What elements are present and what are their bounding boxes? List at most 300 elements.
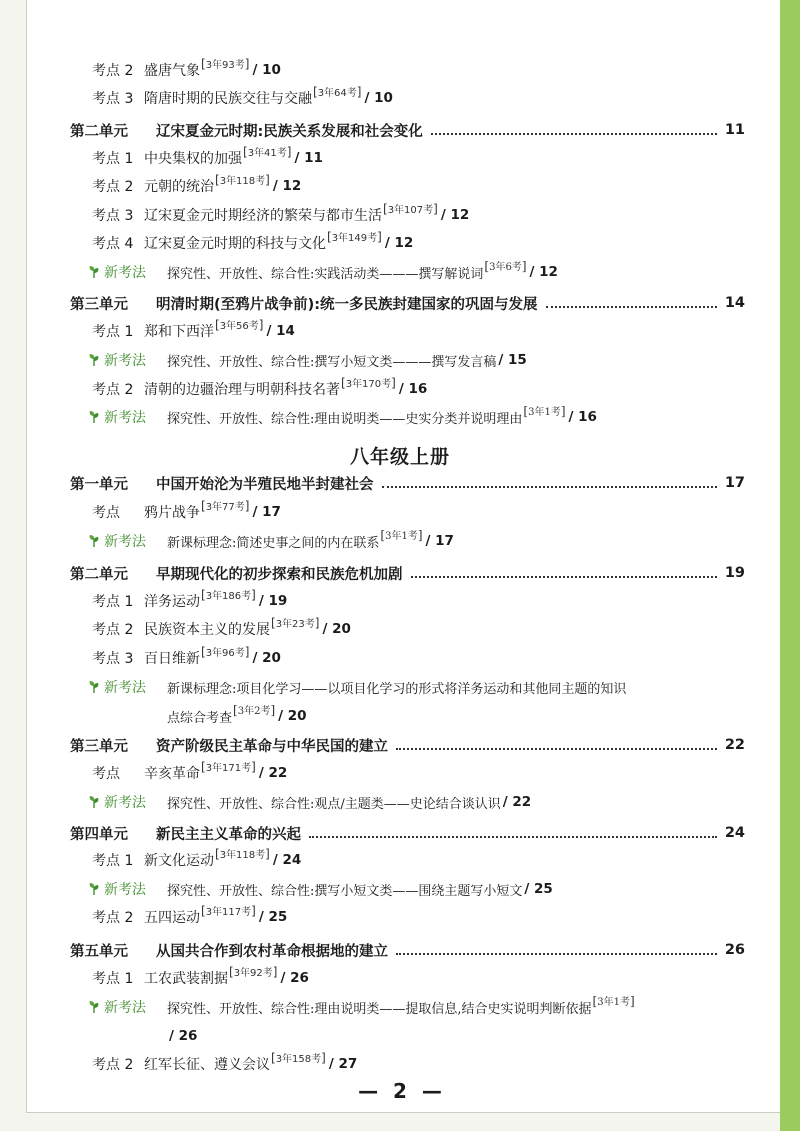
item-title-wrap — [144, 587, 288, 611]
grade-heading: 八年级上册 — [349, 446, 450, 468]
page-ref-number: 15 — [508, 352, 527, 368]
unit-title: 资产阶级民主革命与中华民国的建立 — [156, 738, 388, 755]
page-ref[interactable] — [252, 650, 280, 666]
leaf-icon — [88, 795, 100, 809]
new-method-label: 新考法 — [104, 882, 146, 898]
exam-count: 3年171考 — [205, 762, 252, 774]
page-ref-number: 26 — [178, 1028, 198, 1044]
item-label: 考点 3 — [92, 91, 134, 107]
page-ref[interactable] — [426, 533, 454, 549]
toc-item-row[interactable] — [0, 229, 800, 257]
toc-new-method-row[interactable] — [0, 527, 800, 555]
page-ref[interactable] — [273, 852, 301, 868]
new-method-text-wrap — [167, 527, 454, 551]
page-ref-number: 12 — [394, 235, 414, 251]
page-ref-number: 19 — [268, 593, 288, 609]
item-title-wrap — [144, 759, 288, 783]
slash: / — [169, 1028, 179, 1044]
new-method-text-wrap — [167, 793, 531, 812]
leaf-icon — [88, 1000, 100, 1014]
toc-unit-row[interactable] — [0, 116, 800, 144]
bracket-left: [ — [201, 644, 206, 659]
bracket-left: [ — [233, 702, 238, 717]
page-ref-number: 10 — [374, 90, 393, 106]
page-ref-number: 20 — [262, 650, 281, 666]
unit-title: 早期现代化的初步探索和民族危机加剧 — [156, 566, 403, 583]
exam-count: 3年56考 — [219, 320, 259, 332]
bracket-right: ] — [270, 702, 276, 717]
toc-item-row[interactable] — [0, 375, 800, 403]
new-method-label: 新考法 — [104, 353, 146, 369]
exam-count-tag — [523, 403, 565, 418]
bracket-left: [ — [592, 993, 598, 1008]
exam-count: 3年1考 — [385, 530, 418, 542]
slash: / — [258, 593, 269, 609]
leaf-icon — [88, 353, 100, 367]
bracket-right: ] — [265, 846, 270, 861]
page-ref-number: 20 — [332, 621, 351, 637]
slash: / — [258, 909, 269, 925]
item-title-wrap — [144, 846, 302, 870]
exam-count-tag — [215, 846, 270, 861]
bracket-left: [ — [201, 759, 206, 774]
page-ref-number: 12 — [450, 207, 470, 223]
item-title: 民族资本主义的发展 — [144, 622, 270, 638]
exam-count: 3年118考 — [219, 175, 266, 187]
item-label: 考点 4 — [92, 236, 134, 252]
toc-unit-row[interactable] — [0, 936, 800, 964]
exam-count-tag — [243, 144, 291, 159]
slash: / — [272, 178, 283, 194]
page-ref-number: 22 — [512, 794, 532, 810]
exam-count: 3年77考 — [205, 501, 245, 513]
slash: / — [524, 881, 535, 897]
item-title: 中央集权的加强 — [144, 151, 242, 167]
bracket-left: [ — [243, 144, 248, 159]
item-label: 考点 2 — [92, 910, 134, 926]
toc-unit-row[interactable] — [0, 819, 800, 847]
page-ref-number: 16 — [578, 409, 597, 425]
unit-page: 19 — [724, 565, 745, 581]
exam-count-tag — [380, 527, 422, 542]
item-title-wrap — [144, 615, 351, 639]
new-method-text: 探究性、开放性、综合性:理由说明类——提取信息,结合史实说明判断依据 — [167, 1001, 592, 1017]
unit-page: 26 — [724, 942, 745, 958]
bracket-right: ] — [377, 229, 382, 244]
item-label: 考点 — [92, 505, 120, 521]
dot-leader — [396, 748, 717, 750]
exam-count: 3年23考 — [275, 618, 315, 630]
item-title: 新文化运动 — [144, 853, 214, 869]
page-ref-number: 14 — [276, 323, 295, 339]
toc-item-row[interactable] — [0, 172, 800, 200]
bracket-right: ] — [521, 258, 527, 273]
page-ref[interactable] — [252, 504, 280, 520]
page-ref[interactable] — [252, 62, 280, 78]
toc-item-row[interactable] — [0, 644, 800, 672]
item-title: 洋务运动 — [144, 594, 200, 610]
bracket-right: ] — [244, 644, 250, 659]
slash: / — [364, 90, 375, 106]
item-label: 考点 2 — [92, 622, 134, 638]
slash: / — [328, 1056, 339, 1072]
bracket-right: ] — [629, 993, 635, 1008]
slash: / — [294, 150, 305, 166]
toc-new-method-row[interactable] — [0, 875, 800, 903]
toc-item-row[interactable] — [0, 498, 800, 526]
slash: / — [266, 323, 277, 339]
exam-count: 3年2考 — [237, 705, 271, 717]
new-method-cont-text: 点综合考查 — [167, 710, 233, 726]
bracket-right: ] — [251, 903, 256, 918]
unit-page: 17 — [724, 475, 745, 491]
bracket-right: ] — [272, 964, 278, 979]
item-title: 辽宋夏金元时期经济的繁荣与都市生活 — [144, 208, 382, 224]
item-label: 考点 2 — [92, 63, 134, 79]
bracket-left: [ — [201, 587, 206, 602]
slash: / — [278, 708, 288, 724]
dot-leader — [382, 486, 717, 488]
slash: / — [502, 794, 513, 810]
item-title-wrap — [144, 229, 414, 253]
item-title: 辽宋夏金元时期的科技与文化 — [144, 236, 326, 252]
unit-page: 14 — [724, 295, 745, 311]
item-label: 考点 2 — [92, 1057, 134, 1073]
toc-new-method-row[interactable] — [0, 403, 800, 431]
exam-count-tag — [593, 993, 635, 1008]
exam-count-tag — [229, 964, 277, 979]
toc-item-row[interactable] — [0, 56, 800, 84]
bracket-left: [ — [201, 56, 206, 71]
new-method-text-wrap — [167, 993, 636, 1017]
exam-count: 3年64考 — [317, 87, 357, 99]
bracket-right: ] — [265, 172, 270, 187]
exam-count: 3年118考 — [219, 849, 266, 861]
exam-count-tag — [201, 903, 256, 918]
page-number-dash-left: — — [358, 1079, 379, 1103]
bracket-right: ] — [356, 84, 362, 99]
item-title-wrap — [144, 1050, 358, 1074]
item-title-wrap — [144, 84, 393, 108]
slash: / — [252, 62, 263, 78]
page-ref-number: 12 — [539, 264, 558, 280]
unit-title: 明清时期(至鸦片战争前):统一多民族封建国家的巩固与发展 — [156, 296, 538, 313]
item-label: 考点 3 — [92, 208, 134, 224]
new-method-text: 探究性、开放性、综合性:实践活动类———撰写解说词 — [167, 266, 484, 282]
toc-item-row[interactable] — [0, 587, 800, 615]
toc-item-row[interactable] — [0, 615, 800, 643]
toc-item-row[interactable] — [0, 846, 800, 874]
page-ref[interactable] — [498, 352, 526, 368]
unit-label: 第一单元 — [70, 476, 128, 493]
slash: / — [568, 409, 579, 425]
item-label: 考点 1 — [92, 853, 134, 869]
bracket-left: [ — [341, 375, 346, 390]
toc-item-row[interactable] — [0, 903, 800, 931]
exam-count-tag — [327, 229, 382, 244]
item-title-wrap — [144, 644, 281, 668]
unit-page: 22 — [724, 737, 745, 753]
item-title: 清朝的边疆治理与明朝科技名著 — [144, 382, 340, 398]
unit-label: 第二单元 — [70, 123, 128, 140]
exam-count: 3年1考 — [528, 406, 561, 418]
exam-count-tag — [201, 587, 256, 602]
slash: / — [272, 852, 283, 868]
leaf-icon — [88, 534, 100, 548]
page-ref[interactable] — [294, 150, 322, 166]
bracket-right: ] — [251, 759, 256, 774]
bracket-left: [ — [215, 172, 220, 187]
exam-count-tag — [313, 84, 361, 99]
exam-count: 3年107考 — [387, 204, 434, 216]
unit-title: 新民主主义革命的兴起 — [156, 826, 301, 843]
unit-label: 第二单元 — [70, 566, 128, 583]
bracket-right: ] — [286, 144, 292, 159]
unit-title: 从国共合作到农村革命根据地的建立 — [156, 943, 388, 960]
bracket-right: ] — [314, 615, 320, 630]
toc-unit-row[interactable] — [0, 289, 800, 317]
new-method-label: 新考法 — [104, 534, 146, 550]
exam-count-tag — [215, 317, 263, 332]
slash: / — [322, 621, 333, 637]
page-ref[interactable] — [273, 178, 301, 194]
unit-label: 第五单元 — [70, 943, 128, 960]
unit-label: 第四单元 — [70, 826, 128, 843]
bracket-left: [ — [484, 258, 490, 273]
toc-unit-row[interactable] — [0, 731, 800, 759]
item-title-wrap — [144, 498, 281, 522]
toc-new-method-row[interactable] — [0, 993, 800, 1021]
item-label: 考点 2 — [92, 179, 134, 195]
bracket-left: [ — [271, 1050, 276, 1065]
item-title-wrap — [144, 964, 309, 988]
toc-unit-row[interactable] — [0, 469, 800, 497]
toc-item-row[interactable] — [0, 964, 800, 992]
item-label: 考点 3 — [92, 651, 134, 667]
toc-new-method-row[interactable] — [0, 346, 800, 374]
leaf-icon — [88, 882, 100, 896]
page-ref[interactable] — [385, 235, 413, 251]
page-ref-number: 16 — [408, 381, 428, 397]
page-ref[interactable] — [259, 765, 287, 781]
exam-count-tag — [201, 644, 249, 659]
dot-leader — [396, 953, 717, 955]
new-method-text: 探究性、开放性、综合性:撰写小短文类———撰写发言稿 — [167, 354, 497, 370]
item-label: 考点 1 — [92, 971, 134, 987]
bracket-right: ] — [244, 56, 250, 71]
new-method-text: 探究性、开放性、综合性:理由说明类——史实分类并说明理由 — [167, 411, 523, 427]
toc-item-row[interactable] — [0, 144, 800, 172]
toc-item-row[interactable] — [0, 1050, 800, 1078]
item-title: 五四运动 — [144, 910, 200, 926]
page-ref[interactable] — [329, 1056, 357, 1072]
page-ref[interactable] — [266, 323, 294, 339]
page-ref[interactable] — [530, 264, 558, 280]
exam-count-tag — [383, 201, 438, 216]
item-title-wrap — [144, 56, 281, 80]
unit-label: 第三单元 — [70, 296, 128, 313]
page-ref[interactable] — [169, 1028, 197, 1044]
slash: / — [384, 235, 395, 251]
leaf-icon — [88, 680, 100, 694]
bracket-right: ] — [391, 375, 396, 390]
new-method-label: 新考法 — [104, 680, 146, 696]
bracket-left: [ — [215, 846, 220, 861]
bracket-left: [ — [201, 903, 206, 918]
toc-item-row[interactable] — [0, 84, 800, 112]
new-method-label: 新考法 — [104, 265, 146, 281]
exam-count: 3年186考 — [205, 590, 252, 602]
bracket-left: [ — [271, 615, 276, 630]
exam-count: 3年93考 — [205, 59, 245, 71]
toc-new-method-continuation — [0, 1022, 800, 1050]
slash: / — [440, 207, 451, 223]
item-title: 工农武装割据 — [144, 971, 228, 987]
exam-count: 3年117考 — [205, 906, 252, 918]
item-label: 考点 2 — [92, 382, 134, 398]
bracket-left: [ — [201, 498, 206, 513]
page-ref-number: 17 — [262, 504, 281, 520]
page-ref[interactable] — [524, 881, 552, 897]
new-method-label: 新考法 — [104, 1000, 146, 1016]
slash: / — [529, 264, 540, 280]
item-label: 考点 1 — [92, 151, 134, 167]
bracket-left: [ — [229, 964, 234, 979]
unit-title: 辽宋夏金元时期:民族关系发展和社会变化 — [156, 123, 423, 140]
page-ref[interactable] — [280, 970, 308, 986]
unit-label: 第三单元 — [70, 738, 128, 755]
bracket-left: [ — [383, 201, 388, 216]
page-ref[interactable] — [278, 708, 306, 724]
page-ref-number: 10 — [262, 62, 281, 78]
bracket-left: [ — [327, 229, 332, 244]
page-ref-number: 17 — [435, 533, 454, 549]
page-ref-number: 20 — [287, 708, 307, 724]
item-title-wrap — [144, 172, 302, 196]
new-method-text: 新课标理念:简述史事之间的内在联系 — [167, 535, 380, 551]
dot-leader — [411, 576, 717, 578]
toc-item-row[interactable] — [0, 759, 800, 787]
item-title-wrap — [144, 317, 295, 341]
page-ref-number: 26 — [290, 970, 309, 986]
page-number-dash-right: — — [421, 1079, 442, 1103]
exam-count-tag — [484, 258, 526, 273]
bracket-right: ] — [258, 317, 264, 332]
leaf-icon — [88, 410, 100, 424]
page-ref-number: 25 — [534, 881, 553, 897]
bracket-left: [ — [523, 403, 529, 418]
new-method-text-wrap — [167, 880, 553, 899]
dot-leader — [431, 133, 717, 135]
slash: / — [425, 533, 436, 549]
bracket-right: ] — [251, 587, 256, 602]
new-method-continuation — [167, 702, 307, 726]
exam-count: 3年41考 — [247, 147, 287, 159]
bracket-right: ] — [321, 1050, 326, 1065]
bracket-right: ] — [560, 403, 566, 418]
new-method-continuation — [167, 1028, 197, 1044]
bracket-right: ] — [417, 527, 423, 542]
slash: / — [252, 650, 263, 666]
item-title: 盛唐气象 — [144, 63, 200, 79]
item-title-wrap — [144, 201, 470, 225]
item-label: 考点 1 — [92, 594, 134, 610]
item-title-wrap — [144, 144, 323, 168]
toc-new-method-continuation — [0, 702, 800, 730]
toc-unit-row[interactable] — [0, 559, 800, 587]
bracket-left: [ — [380, 527, 386, 542]
page-ref-number: 27 — [338, 1056, 358, 1072]
page-ref-number: 12 — [282, 178, 302, 194]
toc-item-row[interactable] — [0, 317, 800, 345]
bracket-left: [ — [215, 317, 220, 332]
page-ref[interactable] — [322, 621, 350, 637]
new-method-text-wrap — [167, 258, 558, 282]
item-title-wrap — [144, 903, 288, 927]
new-method-text: 探究性、开放性、综合性:观点/主题类——史论结合谈认识 — [167, 796, 501, 812]
exam-count-tag — [233, 702, 275, 717]
toc-new-method-row[interactable] — [0, 673, 800, 701]
new-method-text-wrap — [167, 678, 626, 697]
item-label: 考点 — [92, 766, 120, 782]
exam-count: 3年170考 — [345, 378, 392, 390]
exam-count: 3年1考 — [597, 996, 630, 1008]
page-number-value: 2 — [393, 1079, 407, 1103]
page-number — [0, 1079, 800, 1103]
item-title: 百日维新 — [144, 651, 200, 667]
toc-new-method-row[interactable] — [0, 788, 800, 816]
exam-count-tag — [201, 498, 249, 513]
dot-leader — [309, 836, 717, 838]
page-ref[interactable] — [399, 381, 427, 397]
new-method-text-wrap — [167, 403, 597, 427]
exam-count-tag — [201, 759, 256, 774]
item-title: 隋唐时期的民族交往与交融 — [144, 91, 312, 107]
item-title: 辛亥革命 — [144, 766, 200, 782]
exam-count-tag — [215, 172, 270, 187]
page-ref[interactable] — [259, 593, 287, 609]
item-title: 元朝的统治 — [144, 179, 214, 195]
bracket-left: [ — [313, 84, 318, 99]
exam-count-tag — [271, 615, 319, 630]
slash: / — [498, 352, 509, 368]
slash: / — [252, 504, 263, 520]
exam-count: 3年92考 — [233, 967, 273, 979]
slash: / — [258, 765, 269, 781]
toc-item-row[interactable] — [0, 201, 800, 229]
dot-leader — [546, 306, 717, 308]
unit-page: 11 — [724, 122, 745, 138]
page-ref-number: 25 — [268, 909, 288, 925]
page-ref[interactable] — [259, 909, 287, 925]
exam-count: 3年158考 — [275, 1053, 322, 1065]
bracket-right: ] — [244, 498, 250, 513]
page-ref[interactable] — [503, 794, 531, 810]
toc-new-method-row[interactable] — [0, 258, 800, 286]
item-title-wrap — [144, 375, 428, 399]
new-method-label: 新考法 — [104, 795, 146, 811]
page-ref[interactable] — [569, 409, 597, 425]
slash: / — [280, 970, 291, 986]
new-method-text-wrap — [167, 351, 527, 370]
exam-count: 3年149考 — [331, 232, 378, 244]
page-ref-number: 24 — [282, 852, 302, 868]
item-label: 考点 1 — [92, 324, 134, 340]
page-ref[interactable] — [441, 207, 469, 223]
page-ref[interactable] — [364, 90, 392, 106]
exam-count: 3年6考 — [489, 261, 522, 273]
bracket-right: ] — [433, 201, 438, 216]
